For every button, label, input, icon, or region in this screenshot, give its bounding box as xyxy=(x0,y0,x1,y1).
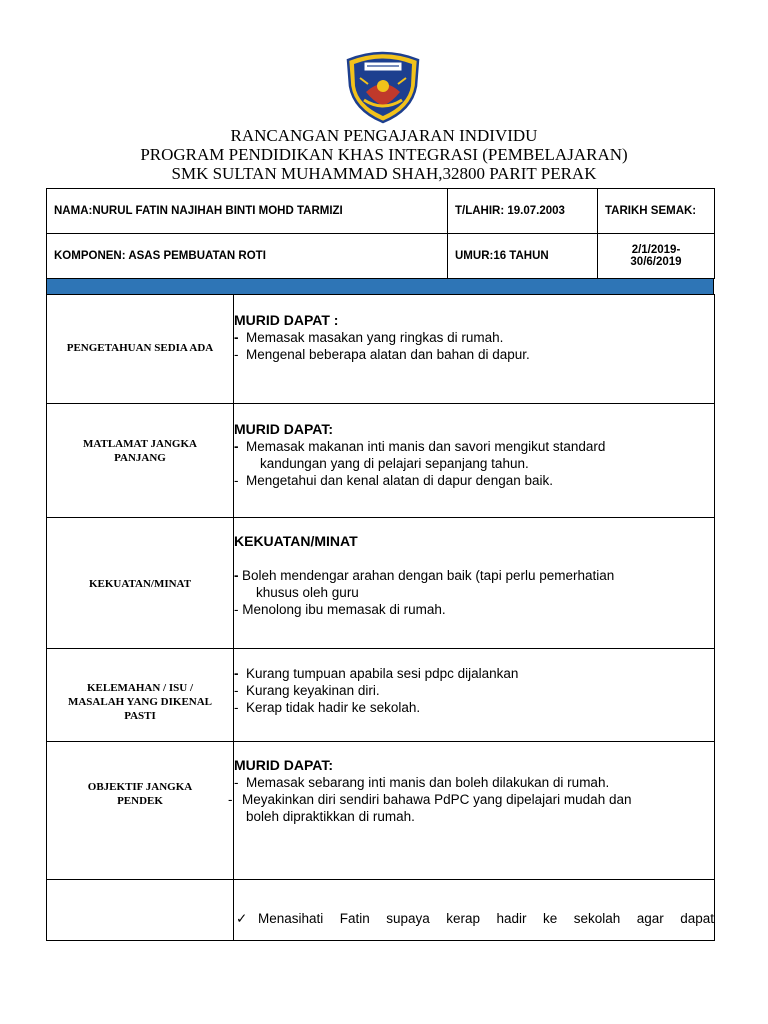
item-text: Kerap tidak hadir ke sekolah. xyxy=(246,700,421,715)
school-address: SMK SULTAN MUHAMMAD SHAH,32800 PARIT PERAK xyxy=(171,164,597,183)
list-item: - Memasak masakan yang ringkas di rumah. xyxy=(234,330,504,345)
check-icon: ✓ xyxy=(236,910,248,926)
label-kekuatan: KEKUATAN/MINAT xyxy=(88,578,192,590)
program-title: PROGRAM PENDIDIKAN KHAS INTEGRASI (PEMBELAJARAN) xyxy=(140,145,628,164)
list-item: - Mengenal beberapa alatan dan bahan di dapur. xyxy=(234,347,530,362)
list-item: - Menolong ibu memasak di rumah. xyxy=(234,602,446,617)
student-name: NAMA:NURUL FATIN NAJIHAH BINTI MOHD TARMIZI xyxy=(47,189,448,234)
plan-table xyxy=(46,294,715,941)
list-item: - Memasak sebarang inti manis dan boleh dilakukan di rumah. xyxy=(234,775,610,790)
label-line: KELEMAHAN / ISU / xyxy=(86,682,194,694)
label-line: OBJEKTIF JANGKA xyxy=(87,781,193,793)
review-date-start: 2/1/2019- xyxy=(631,244,681,256)
list-item: - Meyakinkan diri sendiri bahawa PdPC yang dipelajari mudah dan xyxy=(228,792,632,807)
list-item: - Kurang tumpuan apabila sesi pdpc dijalankan xyxy=(234,666,519,681)
item-text: Meyakinkan diri sendiri bahawa PdPC yang dipelajari mudah dan xyxy=(242,792,632,807)
table-row xyxy=(47,518,715,649)
row-heading: MURID DAPAT: xyxy=(234,757,334,773)
row-content xyxy=(234,518,715,649)
row-heading: MURID DAPAT: xyxy=(234,421,334,437)
label-line: PENDEK xyxy=(117,795,163,807)
accent-bar xyxy=(46,279,714,294)
list-item-continued: khusus oleh guru xyxy=(256,585,359,600)
table-row xyxy=(47,404,715,518)
birth-date: T/LAHIR: 19.07.2003 xyxy=(448,189,598,234)
row-label xyxy=(47,742,234,880)
table-row xyxy=(47,295,715,404)
list-item: - Boleh mendengar arahan dengan baik (tapi perlu pemerhatian xyxy=(234,568,615,583)
list-item: - Kerap tidak hadir ke sekolah. xyxy=(234,700,421,715)
list-item: - Memasak makanan inti manis dan savori mengikut standard xyxy=(234,439,606,454)
list-item-continued: kandungan yang di pelajari sepanjang tahun. xyxy=(260,456,529,471)
row-label xyxy=(47,404,234,518)
label-line: PASTI xyxy=(124,710,156,722)
label-objektif xyxy=(47,742,233,808)
list-item-continued: boleh dipraktikkan di rumah. xyxy=(246,809,415,824)
row-label xyxy=(47,518,234,649)
item-text: Boleh mendengar arahan dengan baik (tapi perlu pemerhatian xyxy=(242,568,615,583)
table-row xyxy=(47,649,715,742)
component: KOMPONEN: ASAS PEMBUATAN ROTI xyxy=(47,234,448,279)
list-item: - Kurang keyakinan diri. xyxy=(234,683,380,698)
item-text: Memasak makanan inti manis dan savori mengikut standard xyxy=(246,439,606,454)
label-line: MATLAMAT JANGKA xyxy=(83,438,197,450)
row-content xyxy=(228,742,715,880)
label-kelemahan xyxy=(47,649,233,723)
label-line: PANJANG xyxy=(114,452,166,464)
student-info-table xyxy=(46,188,715,279)
row-content xyxy=(234,649,715,742)
review-date-end: 30/6/2019 xyxy=(630,256,682,268)
document-title: RANCANGAN PENGAJARAN INDIVIDU xyxy=(230,126,538,145)
document-title-block xyxy=(0,126,768,183)
label-matlamat xyxy=(47,404,233,465)
item-text: Memasak masakan yang ringkas di rumah. xyxy=(246,330,504,345)
item-text: Kurang keyakinan diri. xyxy=(246,683,380,698)
table-row xyxy=(47,742,715,880)
row-content xyxy=(234,404,715,518)
row-content xyxy=(234,295,715,404)
row-heading: KEKUATAN/MINAT xyxy=(234,533,358,549)
item-text: Mengetahui dan kenal alatan di dapur dengan baik. xyxy=(246,473,553,488)
row-label xyxy=(47,295,234,404)
row-heading: MURID DAPAT : xyxy=(234,312,339,328)
list-item: - Mengetahui dan kenal alatan di dapur dengan baik. xyxy=(234,473,553,488)
row-label xyxy=(47,649,234,742)
list-item xyxy=(234,910,714,927)
table-row xyxy=(47,880,715,941)
item-text: Menasihati Fatin supaya kerap hadir ke sekolah agar dapat xyxy=(258,910,714,926)
row-content xyxy=(234,880,715,941)
row-label xyxy=(47,880,234,941)
item-text: Memasak sebarang inti manis dan boleh dilakukan di rumah. xyxy=(246,775,610,790)
item-text: Kurang tumpuan apabila sesi pdpc dijalankan xyxy=(246,666,519,681)
review-date-value xyxy=(598,234,715,279)
review-date-label: TARIKH SEMAK: xyxy=(598,189,715,234)
school-crest-logo xyxy=(342,48,424,124)
label-line: MASALAH YANG DIKENAL xyxy=(67,696,213,708)
label-pengetahuan: PENGETAHUAN SEDIA ADA xyxy=(66,342,214,354)
age: UMUR:16 TAHUN xyxy=(448,234,598,279)
item-text: Mengenal beberapa alatan dan bahan di dapur. xyxy=(246,347,530,362)
